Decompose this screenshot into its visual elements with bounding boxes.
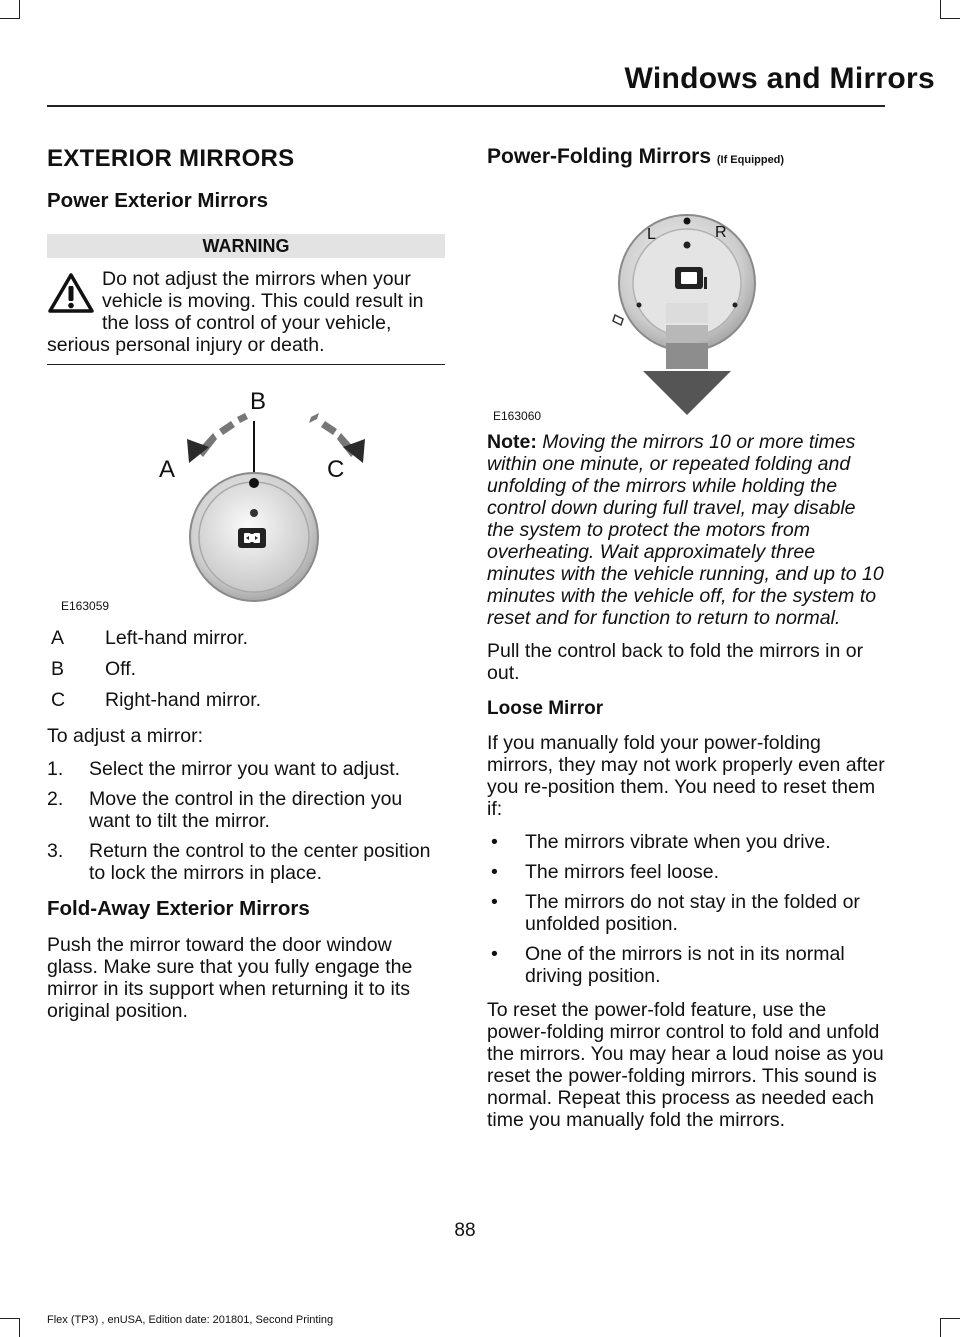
legend-row bbox=[47, 689, 445, 711]
step-number: 3. bbox=[47, 840, 64, 862]
warning-text: Do not adjust the mirrors when your vehicle is moving. This could result in the loss of control of your vehicle, bbox=[102, 268, 424, 334]
list-item bbox=[47, 788, 445, 832]
page-header-title: Windows and Mirrors bbox=[624, 62, 935, 95]
warning-text-tail: serious personal injury or death. bbox=[47, 334, 325, 356]
step-text: Return the control to the center position to lock the mirrors in place. bbox=[89, 840, 431, 884]
adjust-steps bbox=[47, 758, 445, 884]
loose-intro: If you manually fold your power-folding mirrors, they may not work properly even after you re-position them. You need to reset them if: bbox=[487, 732, 885, 820]
power-fold-knob-illustration bbox=[487, 185, 885, 421]
crop-mark bbox=[940, 0, 941, 19]
header-rule bbox=[47, 105, 885, 107]
subsection-heading: Power Exterior Mirrors bbox=[47, 189, 269, 212]
crop-mark bbox=[940, 1318, 941, 1337]
legend-value: Right-hand mirror. bbox=[105, 689, 262, 711]
mirror-control-figure bbox=[47, 373, 445, 611]
crop-mark bbox=[940, 1318, 960, 1319]
loose-mirror-heading: Loose Mirror bbox=[487, 698, 604, 719]
crop-mark bbox=[0, 18, 20, 19]
crop-mark bbox=[0, 1318, 20, 1319]
step-text: Move the control in the direction you want to tilt the mirror. bbox=[89, 788, 403, 832]
label-r: R bbox=[715, 224, 727, 241]
step-number: 1. bbox=[47, 758, 64, 780]
crop-mark bbox=[19, 1318, 20, 1337]
crop-mark bbox=[19, 0, 20, 19]
bullet-text: The mirrors do not stay in the folded or unfolded position. bbox=[525, 891, 860, 935]
mirror-selector-knob-illustration bbox=[47, 373, 445, 611]
legend-key: C bbox=[51, 689, 66, 711]
legend-key: B bbox=[51, 658, 65, 680]
subsection-heading bbox=[487, 146, 885, 171]
legend-key: A bbox=[51, 627, 65, 649]
bullet-mark: • bbox=[491, 831, 498, 853]
bullet-text: The mirrors vibrate when you drive. bbox=[525, 831, 831, 853]
legend-value: Left-hand mirror. bbox=[105, 627, 249, 649]
note-paragraph bbox=[487, 431, 885, 629]
subsection-heading: Fold-Away Exterior Mirrors bbox=[47, 897, 310, 920]
note-label: Note: bbox=[487, 431, 537, 453]
adjust-intro: To adjust a mirror: bbox=[47, 725, 204, 747]
page-number: 88 bbox=[454, 1220, 476, 1241]
bullet-text: One of the mirrors is not in its normal driving position. bbox=[525, 943, 845, 987]
legend-row bbox=[47, 627, 445, 649]
list-item bbox=[487, 943, 885, 987]
left-column bbox=[47, 140, 445, 1033]
figure-id: E163060 bbox=[493, 409, 542, 423]
legend bbox=[47, 627, 445, 711]
legend-value: Off. bbox=[105, 658, 137, 680]
crop-mark bbox=[940, 18, 960, 19]
fold-paragraph: Push the mirror toward the door window glass. Make sure that you fully engage the mirror in its support when returning it to its original position. bbox=[47, 934, 413, 1022]
step-number: 2. bbox=[47, 788, 64, 810]
list-item bbox=[487, 831, 885, 853]
reset-paragraph: To reset the power-fold feature, use the power-folding mirror control to fold and unfold the mirrors. You may hear a loud noise as you reset the power-folding mirrors. This sound is normal. Repeat this process as needed each time you manually fold the mirrors. bbox=[487, 999, 884, 1131]
pull-paragraph: Pull the control back to fold the mirrors in or out. bbox=[487, 640, 864, 684]
list-item bbox=[47, 758, 445, 780]
list-item bbox=[487, 891, 885, 935]
footer-edition: Flex (TP3) , enUSA, Edition date: 201801, Second Printing bbox=[47, 1314, 334, 1326]
bullet-mark: • bbox=[491, 943, 498, 965]
callout-b: B bbox=[250, 388, 267, 415]
warning-box bbox=[47, 268, 445, 356]
right-column bbox=[487, 140, 885, 1142]
bullet-text: The mirrors feel loose. bbox=[525, 861, 719, 883]
callout-a: A bbox=[159, 456, 176, 483]
bullet-mark: • bbox=[491, 861, 498, 883]
warning-label: WARNING bbox=[47, 234, 445, 258]
symptom-list bbox=[487, 831, 885, 987]
section-heading: EXTERIOR MIRRORS bbox=[47, 145, 295, 172]
bullet-mark: • bbox=[491, 891, 498, 913]
list-item bbox=[487, 861, 885, 883]
figure-id: E163059 bbox=[61, 599, 110, 613]
if-equipped-note: (If Equipped) bbox=[716, 154, 785, 166]
callout-c: C bbox=[327, 456, 345, 483]
label-l: L bbox=[647, 226, 656, 243]
warning-divider bbox=[47, 364, 445, 365]
legend-row bbox=[47, 658, 445, 680]
power-folding-heading: Power-Folding Mirrors bbox=[487, 145, 712, 168]
warning-triangle-icon bbox=[47, 272, 95, 319]
power-folding-figure bbox=[487, 185, 885, 421]
note-text: Moving the mirrors 10 or more times within one minute, or repeated folding and unfolding of the mirrors while holding the control down during full travel, may disable the system to protect the motors from overheating. Wait approximately three minutes with the vehicle running, and up to 10 minutes with the vehicle off, for the system to reset and for function to return to normal. bbox=[487, 431, 884, 629]
step-text: Select the mirror you want to adjust. bbox=[89, 758, 401, 780]
list-item bbox=[47, 840, 445, 884]
